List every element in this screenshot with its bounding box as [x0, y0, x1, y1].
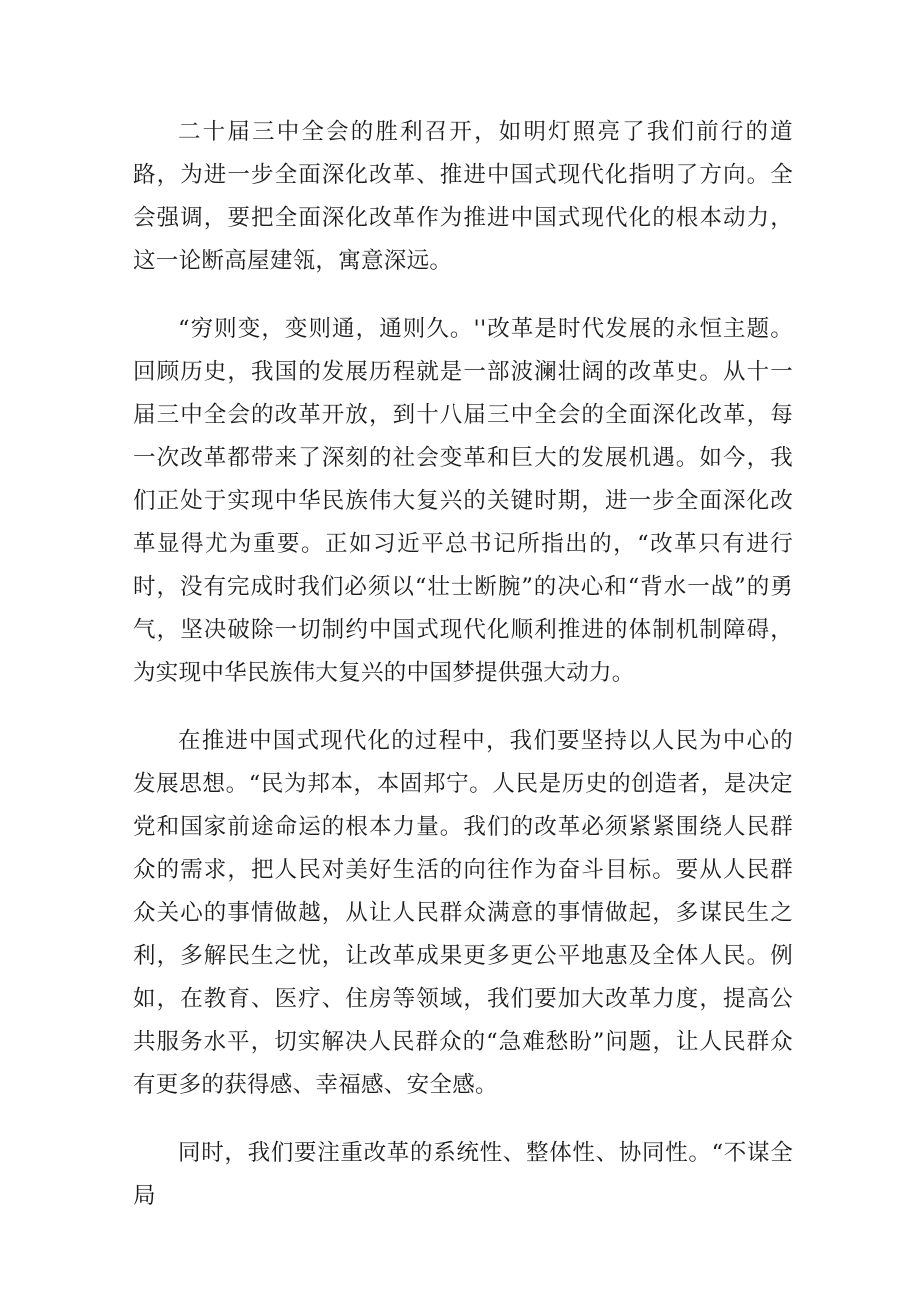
- paragraph-2: “穷则变，变则通，通则久。''改革是时代发展的永恒主题。回顾历史，我国的发展历程就是一部波澜壮阔的改革史。从十一届三中全会的改革开放，到十八届三中全会的全面深化改革，每一次改革都带来了深刻的社会变革和巨大的发展机遇。如今，我们正处于实现中华民族伟大复兴的关键时期，进一步全面深化改革显得尤为重要。正如习近平总书记所指出的，“改革只有进行时，没有完成时我们必须以“壮士断腕”的决心和“背水一战”的勇气，坚决破除一切制约中国式现代化顺利推进的体制机制障碍，为实现中华民族伟大复兴的中国梦提供强大动力。: [133, 316, 793, 686]
- paragraph-4: 同时，我们要注重改革的系统性、整体性、协同性。“不谋全局: [133, 1140, 793, 1209]
- paragraph-3: 在推进中国式现代化的过程中，我们要坚持以人民为中心的发展思想。“民为邦本，本固邦宁。人民是历史的创造者，是决定党和国家前途命运的根本力量。我们的改革必须紧紧围绕人民群众的需求，把人民对美好生活的向往作为奋斗目标。要从人民群众关心的事情做越，从让人民群众满意的事情做起，多谋民生之利，多解民生之忧，让改革成果更多更公平地惠及全体人民。例如，在教育、医疗、住房等领域，我们要加大改革力度，提高公共服务水平，切实解决人民群众的“急难愁盼”问题，让人民群众有更多的获得感、幸福感、安全感。: [133, 728, 793, 1098]
- paragraph-1: 二十届三中全会的胜利召开，如明灯照亮了我们前行的道路，为进一步全面深化改革、推进中国式现代化指明了方向。全会强调，要把全面深化改革作为推进中国式现代化的根本动力，这一论断高屋建瓴，寓意深远。: [133, 119, 793, 274]
- document-body: [133, 111, 793, 1218]
